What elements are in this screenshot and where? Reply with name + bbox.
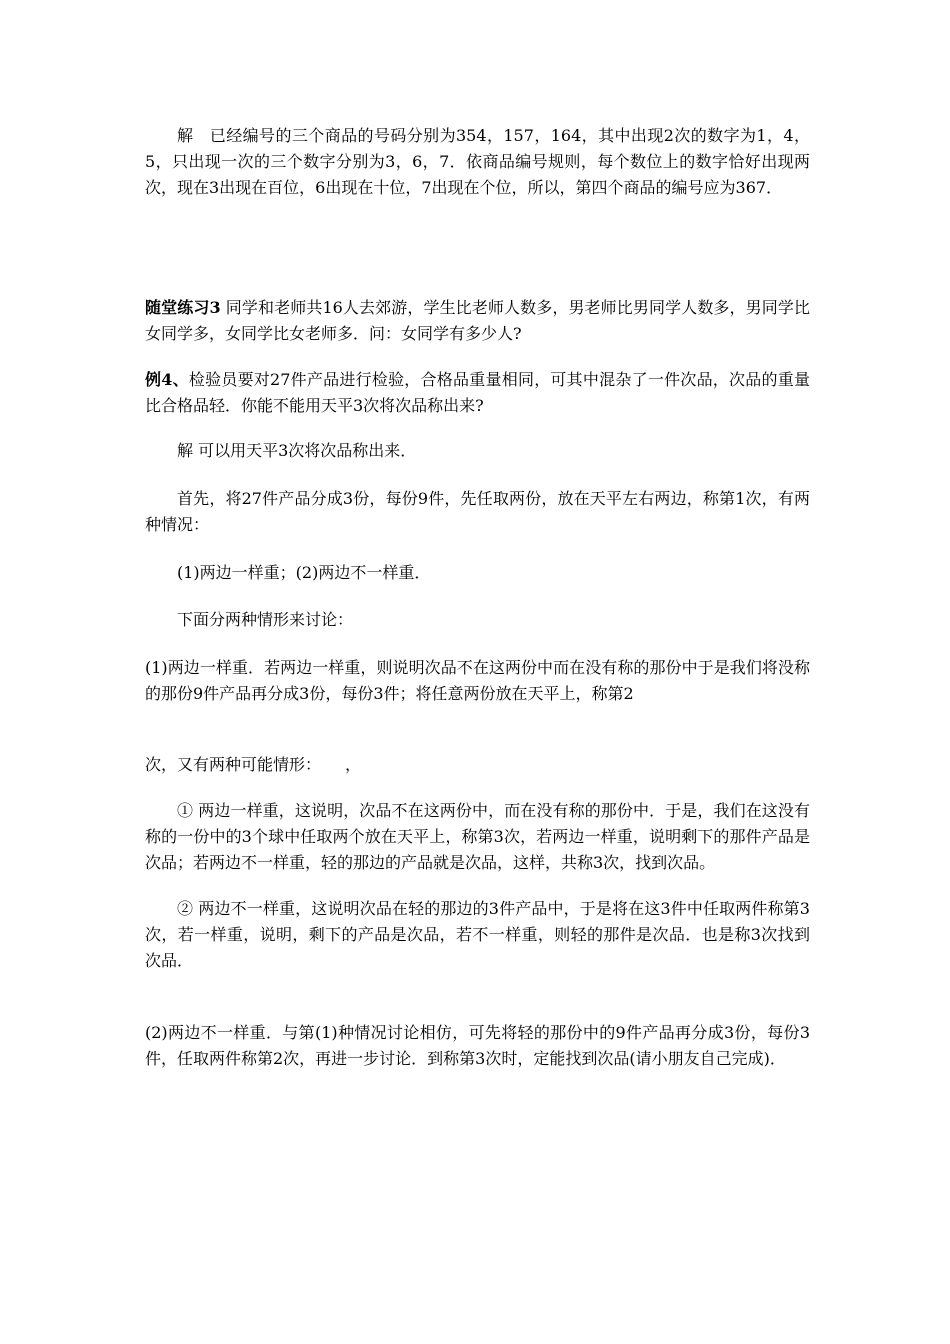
solution-intro: 解 可以用天平3次将次品称出来． xyxy=(177,441,417,460)
subcase-2-paragraph: ② 两边不一样重，这说明次品在轻的那边的3件产品中，于是将在这3件中任取两件称第3次，若一样重，说明，剩下的产品是次品，若不一样重，则轻的那件是次品．也是称3次找到次品． xyxy=(145,899,810,970)
first-weighing-paragraph: 首先，将27件产品分成3份，每份9件，先任取两份，放在天平左右两边，称第1次，有两种情况： xyxy=(145,489,810,534)
example-4-text: 检验员要对27件产品进行检验，合格品重量相同，可其中混杂了一件次品，次品的重量比合格品轻．你能不能用天平3次将次品称出来? xyxy=(145,370,810,415)
subcase-1-paragraph: ① 两边一样重，这说明，次品不在这两份中，而在没有称的那份中．于是，我们在这没有称的一份中的3个球中任取两个放在天平上，称第3次，若两边一样重，说明剩下的那件产品是次品；若两边不一样重，轻的那边的产品就是次品，这样，共称3次，找到次品。 xyxy=(145,801,810,872)
discussion-intro: 下面分两种情形来讨论： xyxy=(177,610,354,629)
practice-3-label: 随堂练习3 xyxy=(145,298,221,317)
example-4-label: 例4、 xyxy=(145,370,189,389)
two-cases-line: (1)两边一样重；(2)两边不一样重． xyxy=(177,563,431,582)
case-2-paragraph: (2)两边不一样重．与第(1)种情况讨论相仿，可先将轻的那份中的9件产品再分成3份，每份3件，任取两件称第2次，再进一步讨论．到称第3次时，定能找到次品(请小朋友自己完成)． xyxy=(145,1023,810,1068)
practice-3-text: 同学和老师共16人去郊游，学生比老师人数多，男老师比男同学人数多，男同学比女同学多，女同学比女老师多．问：女同学有多少人? xyxy=(145,298,810,343)
solution-paragraph-example3: 解 已经编号的三个商品的号码分别为354，157，164，其中出现2次的数字为1，4，5，只出现一次的三个数字分别为3，6，7．依商品编号规则，每个数位上的数字恰好出现两次，现在3出现在百位，6出现在十位，7出现在个位，所以，第四个商品的编号应为367． xyxy=(145,126,810,197)
case-1-paragraph: (1)两边一样重．若两边一样重，则说明次品不在这两份中而在没有称的那份中于是我们将没称的那份9件产品再分成3份，每份3件；将任意两份放在天平上，称第2 xyxy=(145,658,810,703)
case-1-continuation: 次，又有两种可能情形： ， xyxy=(145,755,362,774)
practice-3-paragraph xyxy=(145,295,810,347)
example-4-paragraph xyxy=(145,367,810,419)
